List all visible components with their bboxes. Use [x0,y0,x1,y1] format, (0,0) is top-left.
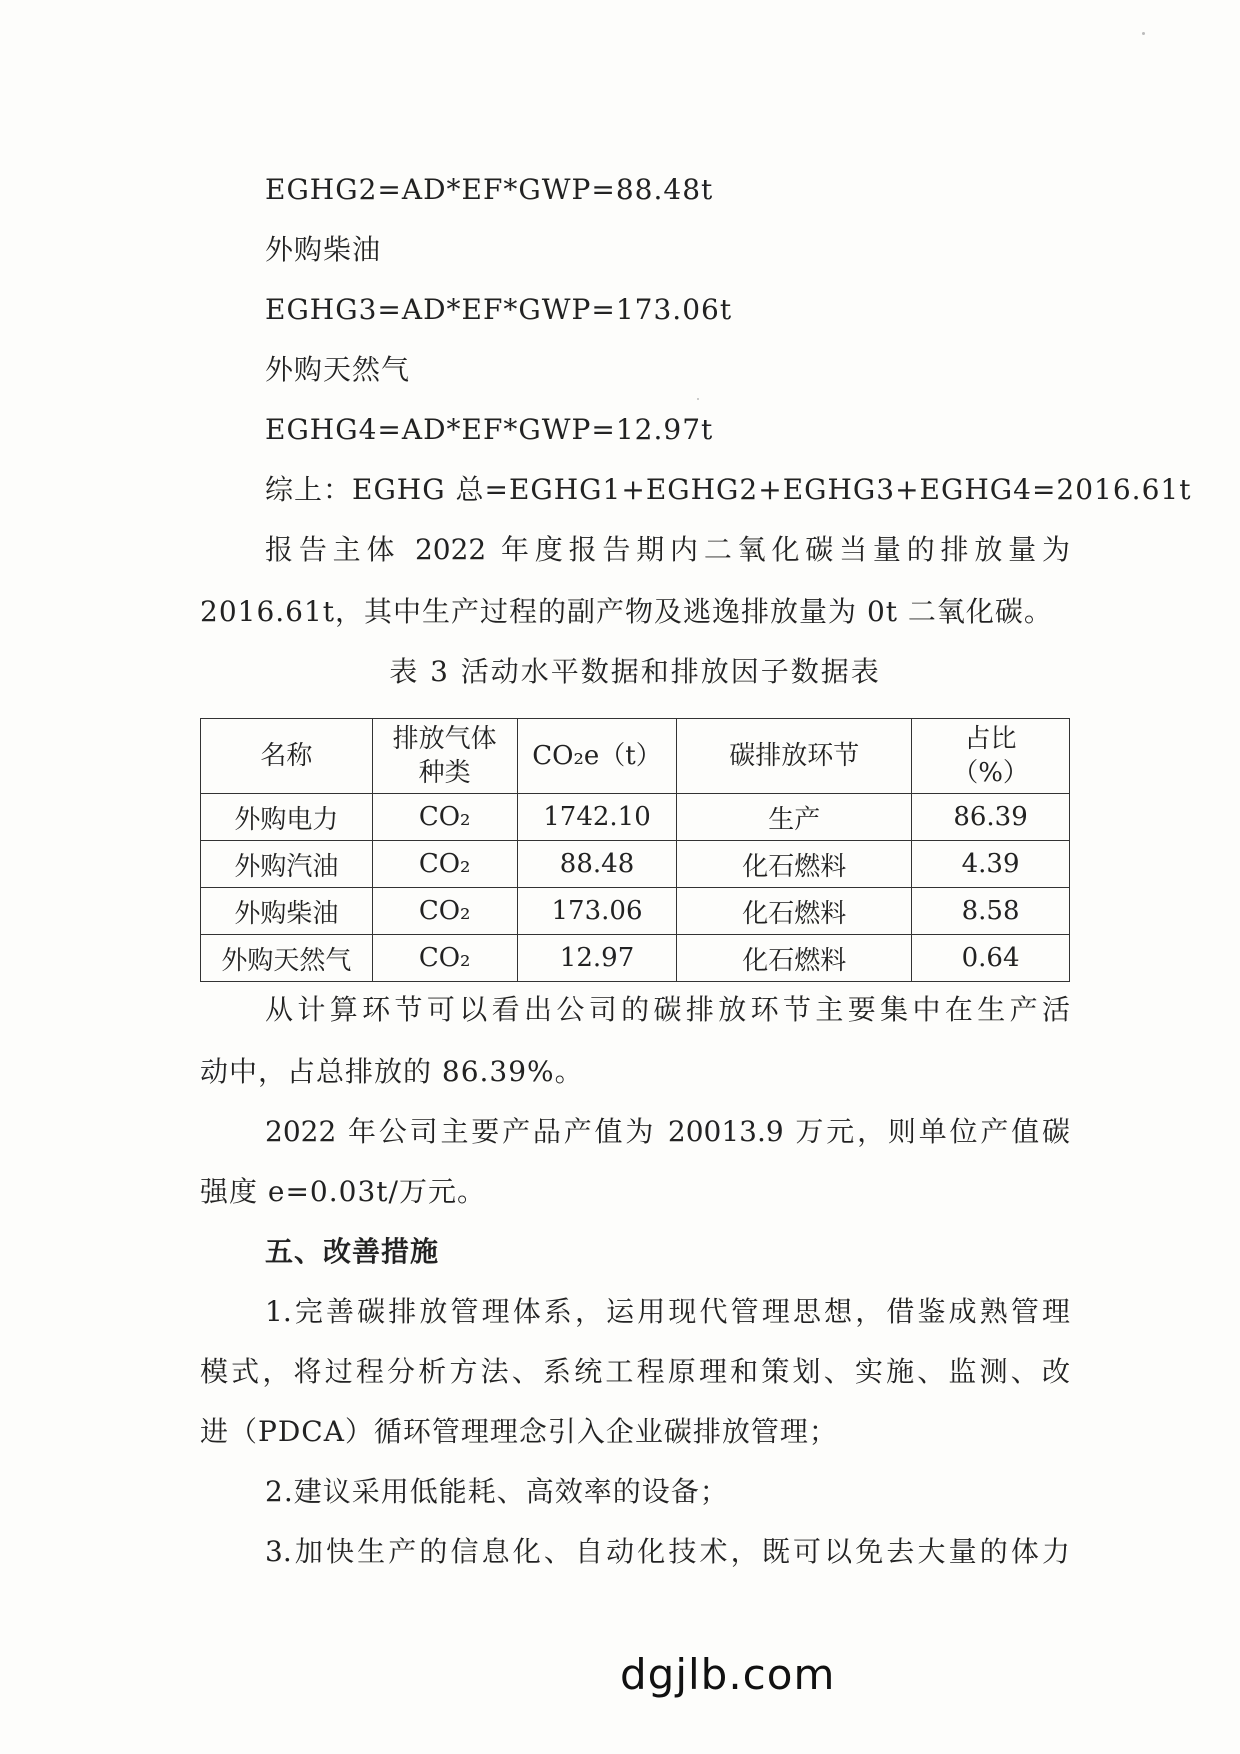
table-header-row [201,719,1070,794]
cell-name: 外购柴油 [201,888,373,935]
cell-stage: 生产 [677,794,912,841]
cell-gas: CO₂ [372,888,517,935]
cell-gas: CO₂ [372,794,517,841]
header-gas-line-2: 种类 [418,758,471,788]
cell-gas: CO₂ [372,841,517,888]
header-name: 名称 [201,719,373,794]
cell-name: 外购天然气 [201,935,373,982]
watermark-site: dgjlb.com [620,1650,836,1699]
header-gas-type [372,719,517,794]
table-row [201,935,1070,982]
report-line-2: 2016.61t，其中生产过程的副产物及逃逸排放量为 0t 二氧化碳。 [200,595,1053,628]
cell-co2e: 1742.10 [517,794,677,841]
item2-line: 2.建议采用低能耗、高效率的设备； [265,1475,729,1508]
label-diesel: 外购柴油 [265,233,382,266]
table-row [201,888,1070,935]
label-natural-gas: 外购天然气 [265,353,411,386]
formula-eghg2: EGHG2=AD*EF*GWP=88.48t [265,173,714,206]
cell-stage: 化石燃料 [677,841,912,888]
cell-co2e: 88.48 [517,841,677,888]
intensity-line-2: 强度 e=0.03t/万元。 [200,1175,486,1208]
scan-speck [697,398,699,400]
analysis-line-2: 动中，占总排放的 86.39%。 [200,1055,584,1088]
cell-stage: 化石燃料 [677,935,912,982]
header-share [912,719,1070,794]
cell-co2e: 173.06 [517,888,677,935]
cell-share: 86.39 [912,794,1070,841]
item1-line-2: 模式，将过程分析方法、系统工程原理和策划、实施、监测、改 [200,1355,1070,1388]
cell-share: 0.64 [912,935,1070,982]
cell-co2e: 12.97 [517,935,677,982]
header-share-line-2: （%） [952,758,1029,788]
header-stage: 碳排放环节 [677,719,912,794]
header-co2e: CO₂e（t） [517,719,677,794]
item1-line-3: 进（PDCA）循环管理理念引入企业碳排放管理； [200,1415,838,1448]
cell-share: 8.58 [912,888,1070,935]
item1-line-1: 1.完善碳排放管理体系，运用现代管理思想，借鉴成熟管理 [265,1295,1070,1328]
header-share-line-1: 占比 [964,724,1017,754]
cell-name: 外购电力 [201,794,373,841]
table-caption: 表 3 活动水平数据和排放因子数据表 [389,655,881,688]
header-gas-line-1: 排放气体 [392,724,497,754]
table-row [201,841,1070,888]
cell-share: 4.39 [912,841,1070,888]
emission-table [200,718,1070,982]
section-heading: 五、改善措施 [265,1235,440,1268]
table-row [201,794,1070,841]
scan-speck [1142,32,1145,35]
item3-line-1: 3.加快生产的信息化、自动化技术，既可以免去大量的体力 [265,1535,1070,1568]
cell-name: 外购汽油 [201,841,373,888]
report-line-1: 报告主体 2022 年度报告期内二氧化碳当量的排放量为 [265,533,1070,566]
cell-gas: CO₂ [372,935,517,982]
formula-eghg4: EGHG4=AD*EF*GWP=12.97t [265,413,714,446]
intensity-line-1: 2022 年公司主要产品产值为 20013.9 万元，则单位产值碳 [265,1115,1070,1148]
cell-stage: 化石燃料 [677,888,912,935]
analysis-line-1: 从计算环节可以看出公司的碳排放环节主要集中在生产活 [265,993,1070,1026]
formula-eghg3: EGHG3=AD*EF*GWP=173.06t [265,293,733,326]
summary-total: 综上：EGHG 总=EGHG1+EGHG2+EGHG3+EGHG4=2016.61t [265,473,1192,506]
